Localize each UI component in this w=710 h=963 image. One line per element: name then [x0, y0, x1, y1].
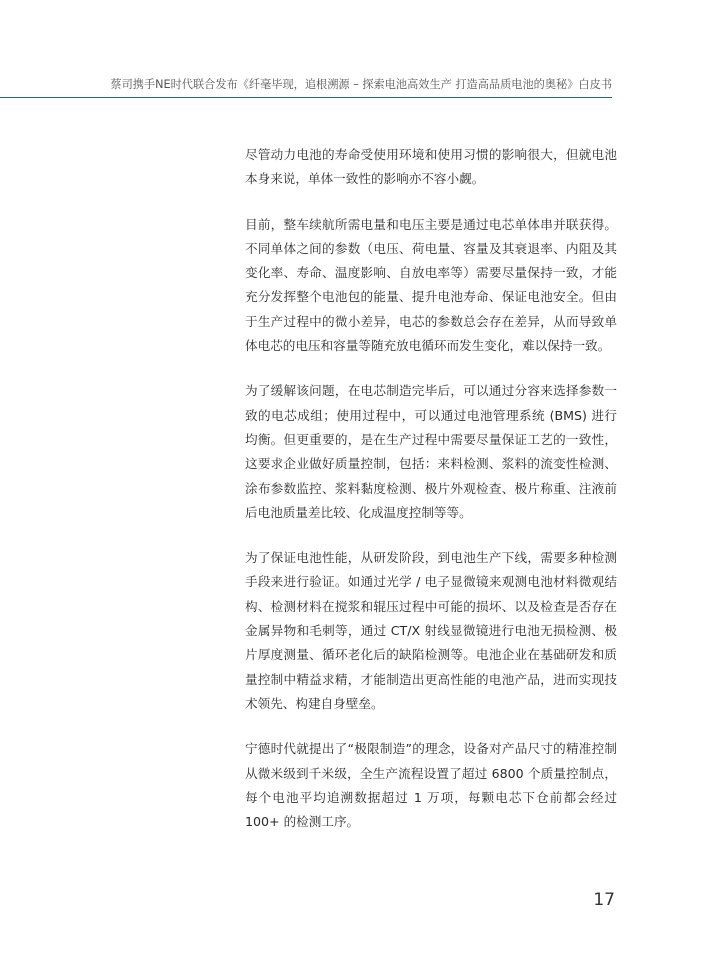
paragraph-5: 宁德时代就提出了“极限制造”的理念，设备对产品尺寸的精准控制从微米级到千米级，全生产流程设置了超过 6800 个质量控制点，每个电池平均追溯数据超过 1 万项，每颗电芯下仓前都会经过 100+ 的检测工序。: [245, 741, 617, 830]
paragraph-4: 为了保证电池性能，从研发阶段，到电池生产下线，需要多种检测手段来进行验证。如通过光学 / 电子显微镜来观测电池材料微观结构、检测材料在搅浆和辊压过程中可能的损坏、以及检查是否存在金属异物和毛刺等，通过 CT/X 射线显微镜进行电池无损检测、极片厚度测量、循环老化后的缺陷检测等。电池企业在基础研发和质量控制中精益求精，才能制造出更高性能的电池产品，进而实现技术领先、构建自身壁垒。: [245, 550, 617, 711]
paragraph-3: 为了缓解该问题，在电芯制造完毕后，可以通过分容来选择参数一致的电芯成组；使用过程中，可以通过电池管理系统 (BMS) 进行均衡。但更重要的，是在生产过程中需要尽量保证工艺的一致性，这要求企业做好质量控制，包括：来料检测、浆料的流变性检测、涂布参数监控、浆料黏度检测、极片外观检查、极片称重、注液前后电池质量差比较、化成温度控制等等。: [245, 383, 617, 520]
page-number: 17: [593, 890, 615, 910]
running-header: 蔡司携手NE时代联合发布《纤毫毕现，追根溯源 – 探索电池高效生产 打造高品质电池的奥秘》白皮书: [110, 78, 612, 91]
paragraph-2: 目前，整车续航所需电量和电压主要是通过电芯单体串并联获得。不同单体之间的参数（电压、荷电量、容量及其衰退率、内阻及其变化率、寿命、温度影响、自放电率等）需要尽量保持一致，才能充分发挥整个电池包的能量、提升电池寿命、保证电池安全。但由于生产过程中的微小差异，电芯的参数总会存在差异，从而导致单体电芯的电压和容量等随充放电循环而发生变化，难以保持一致。: [245, 216, 617, 354]
header-divider: [0, 97, 612, 98]
paragraph-1: 尽管动力电池的寿命受使用环境和使用习惯的影响很大，但就电池本身来说，单体一致性的影响亦不容小觑。: [245, 147, 617, 187]
body-text: [245, 143, 617, 855]
